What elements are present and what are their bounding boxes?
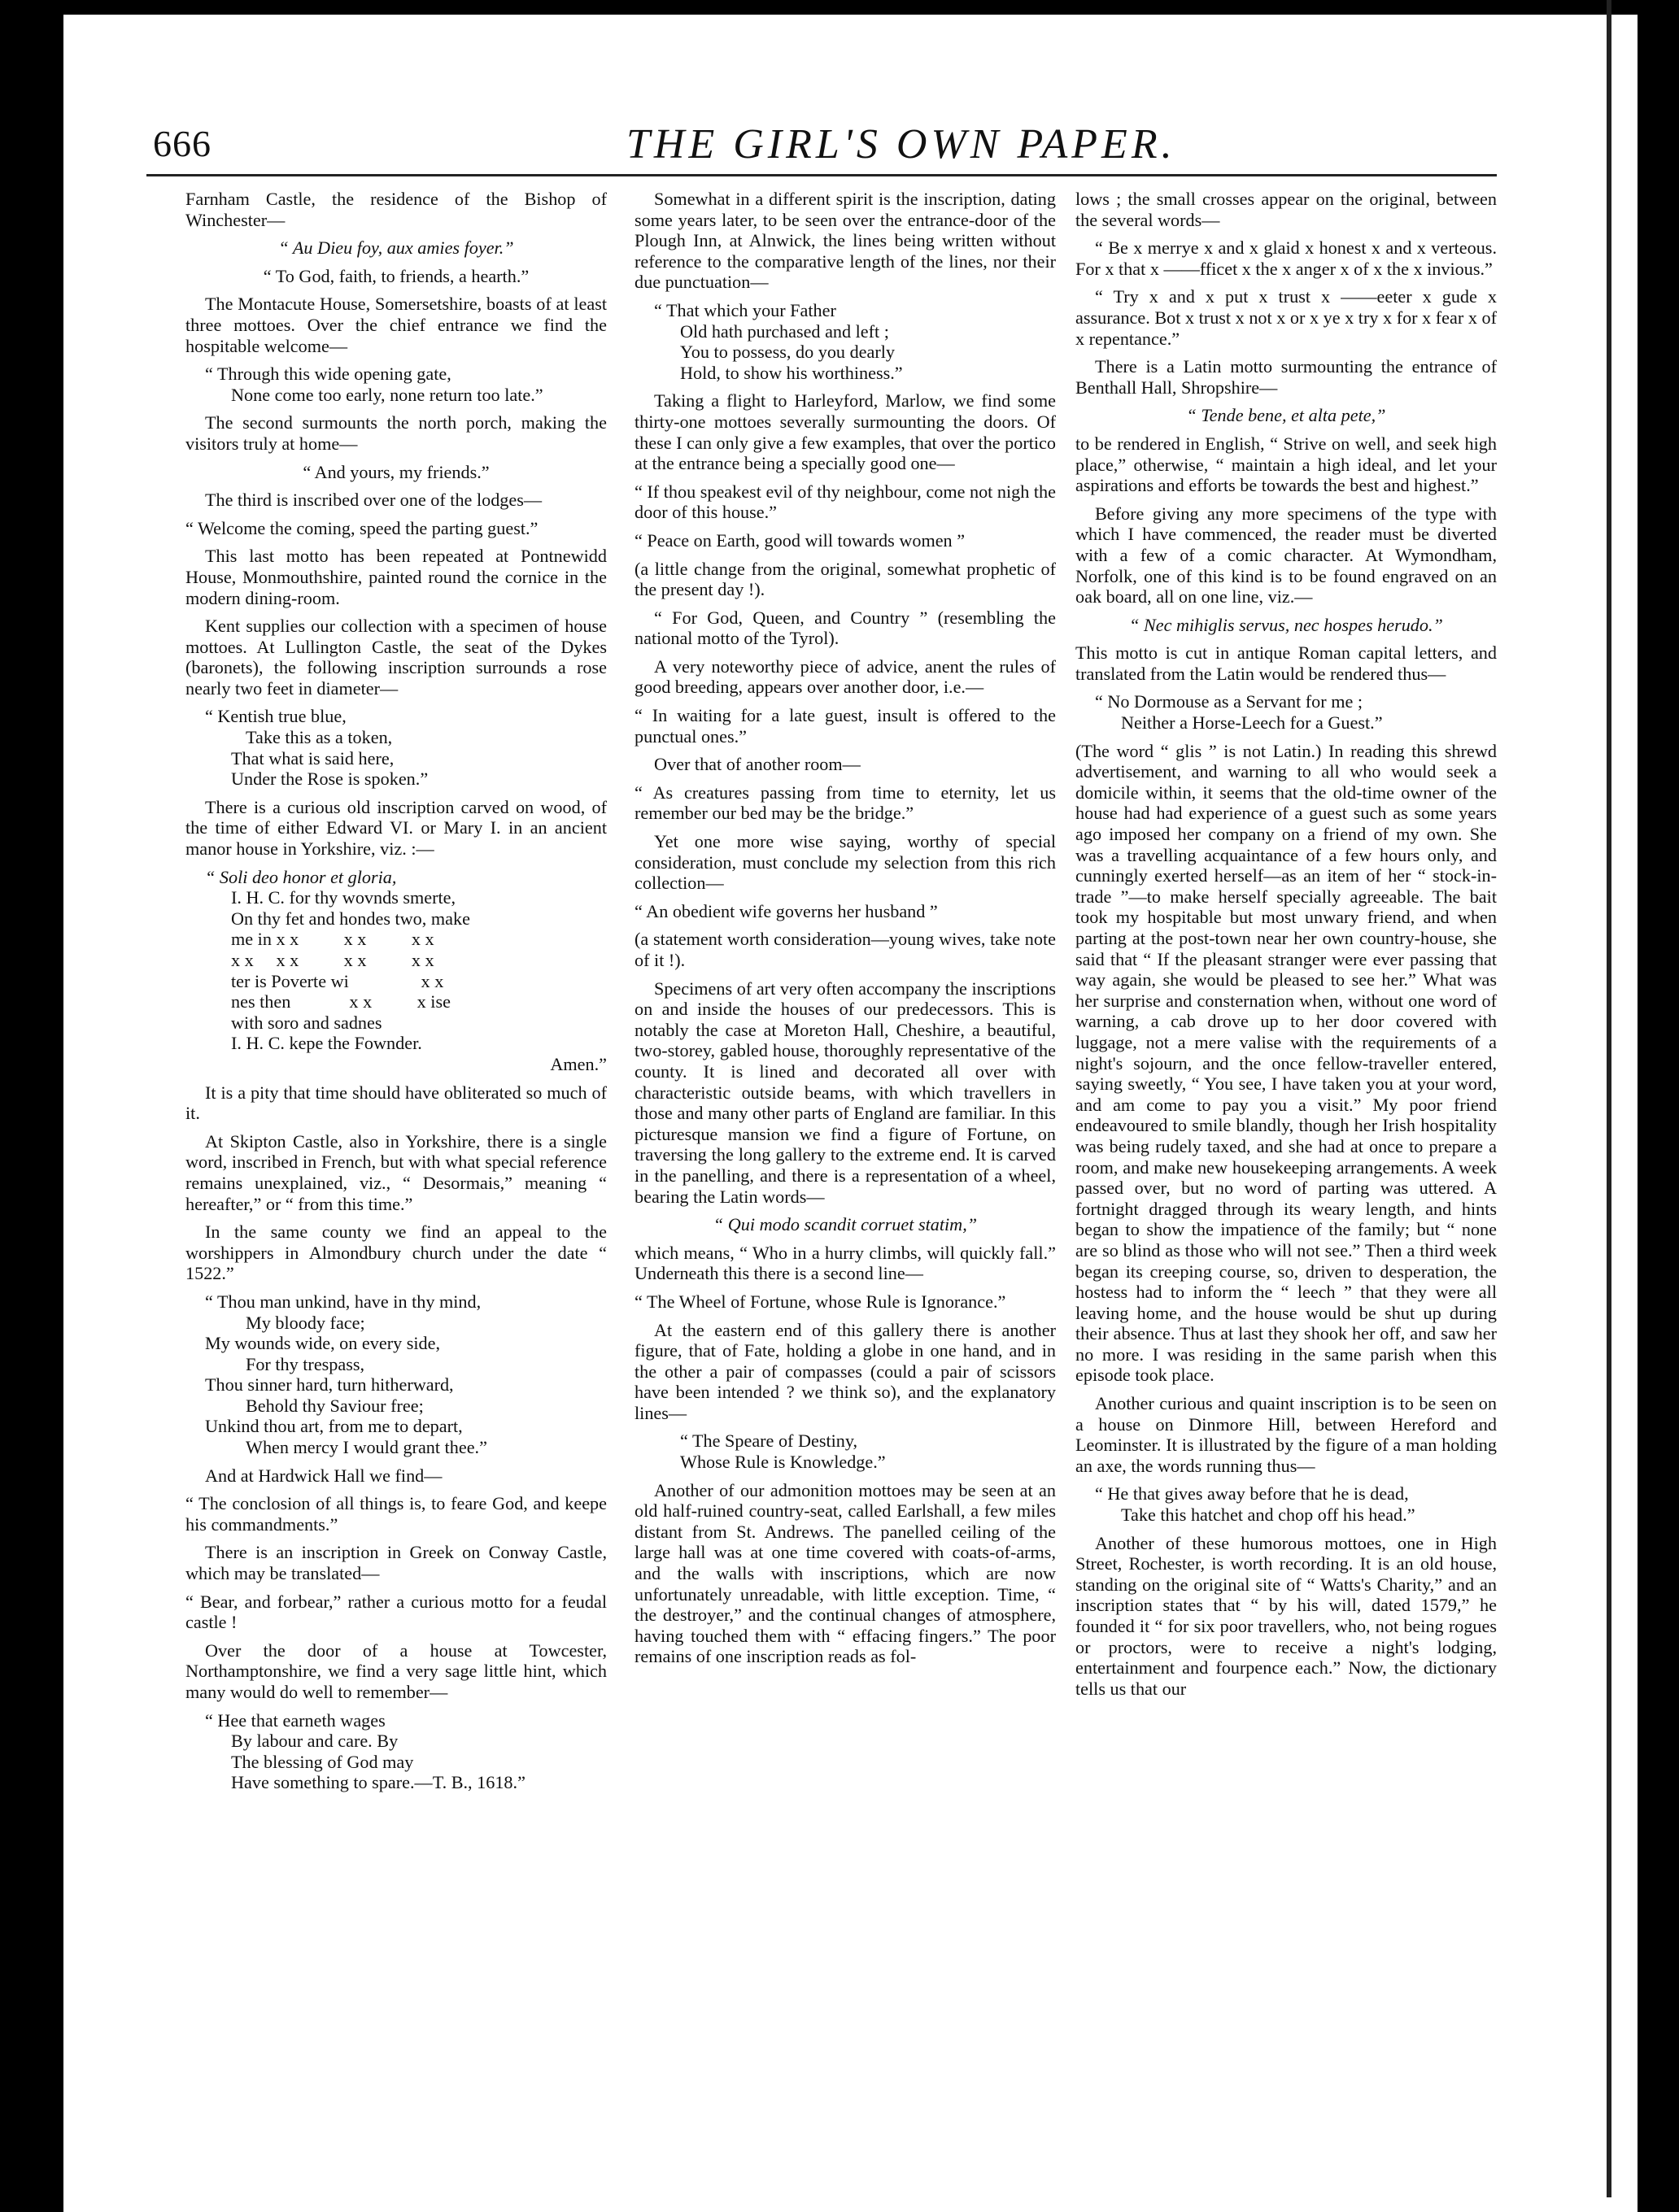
verse-line: x x x x x x x x: [231, 950, 434, 970]
paragraph: Another of these humorous mottoes, one in High Street, Rochester, is worth recording. It is an old house, standing on the original site of “ Watts's Charity,” and an inscription states that “ by his will, dated 1579,” he founded it “ for six poor travellers, who, not being rogues or proctors, were to receive a night's lodging, entertainment and fourpence each.” Now, the dictionary tells us that our: [1075, 1532, 1497, 1699]
binding-edge: [1607, 0, 1611, 2197]
verse-line: Take this as a token,: [246, 727, 393, 748]
verse-line: Have something to spare.—T. B., 1618.”: [231, 1772, 526, 1793]
column-2: [635, 189, 1056, 2173]
paragraph: It is a pity that time should have obliterated so much of it.: [185, 1082, 607, 1124]
paragraph: Over the door of a house at Towcester, Northamptonshire, we find a very sage little hint, which many would do well to remember—: [185, 1639, 607, 1702]
verse-line: You to possess, do you dearly: [680, 342, 896, 363]
verse-line: Hold, to show his worthiness.”: [680, 362, 903, 383]
paragraph: Somewhat in a different spirit is the inscription, dating some years later, to be seen over the entrance-door of the Plough Inn, at Alnwick, the lines being written without reference to the comparative length of the lines, nor their due punctuation—: [635, 189, 1056, 293]
verse-line: “ That which your Father: [654, 299, 836, 320]
paragraph: which means, “ Who in a hurry climbs, will quickly fall.” Underneath this there is a second line—: [635, 1242, 1056, 1284]
verse-line: My wounds wide, on every side,: [205, 1333, 441, 1354]
verse-block: [205, 867, 607, 1075]
paragraph: In the same county we find an appeal to the worshippers in Almondbury church under the date “ 1522.”: [185, 1221, 607, 1284]
verse-block: [654, 300, 1056, 383]
paragraph: Before giving any more specimens of the type with which I have commenced, the reader must be diverted with a few of a comic character. At Wymondham, Norfolk, one of this kind is to be found engraved on an oak board, all on one line, viz.—: [1075, 503, 1497, 607]
motto-line: “ Au Dieu foy, aux amies foyer.”: [278, 237, 514, 259]
page-number: 666: [153, 123, 212, 164]
verse-line: “ Thou man unkind, have in thy mind,: [205, 1291, 482, 1312]
paragraph: At Skipton Castle, also in Yorkshire, there is a single word, inscribed in French, but with what special reference remains unexplained, viz., “ Desormais,” meaning “ hereafter,” or “ from this time.”: [185, 1130, 607, 1214]
paragraph: “ To God, faith, to friends, a hearth.”: [263, 265, 530, 286]
scan-border-right: [1638, 0, 1679, 2212]
verse-line: None come too early, none return too late.”: [231, 384, 543, 405]
verse-line: “ Hee that earneth wages: [205, 1709, 386, 1731]
verse-line: “ Through this wide opening gate,: [205, 364, 451, 385]
paragraph: Another of our admonition mottoes may be seen at an old half-ruined country-seat, called Earlshall, a few miles distant from St. Andrews. The panelled ceiling of the large hall was at one time covered with coats-of-arms, and the walls with inscriptions, which are now unfortunately unreadable, with little exception. Time, “ the destroyer,” and the continual changes of atmosphere, having touched them with “ effacing fingers.” The poor remains of one inscription reads as fol-: [635, 1479, 1056, 1667]
paragraph: Another curious and quaint inscription is to be seen on a house on Dinmore Hill, between Hereford and Leominster. It is illustrated by the figure of a man holding an axe, the words running thus—: [1075, 1393, 1497, 1476]
scan-border-top: [0, 0, 1679, 15]
paragraph: The Montacute House, Somersetshire, boasts of at least three mottoes. Over the chief entrance we find the hospitable welcome—: [185, 294, 607, 356]
verse-block: [205, 364, 607, 405]
paragraph: “ Bear, and forbear,” rather a curious motto for a feudal castle !: [185, 1591, 607, 1633]
motto-line: “ Nec mihiglis servus, nec hospes herudo.”: [1129, 614, 1443, 635]
paragraph: The third is inscribed over one of the lodges—: [205, 490, 543, 511]
verse-line: On thy fet and hondes two, make: [231, 908, 470, 929]
verse-line: Whose Rule is Knowledge.”: [680, 1452, 886, 1473]
paragraph: “ The conclosion of all things is, to feare God, and keepe his commandments.”: [185, 1493, 607, 1535]
paragraph: (The word “ glis ” is not Latin.) In reading this shrewd advertisement, and warning to all who would seek a domicile within, it seems that the old-time owner of the house had had experience of a guest such as some years ago imposed her company on a friend of my own. She was a travelling acquaintance of a few hours only, and cunningly exerted herself—as an item of her “ stock-in-trade ”—to make herself specially agreeable. The bait took my hospitable but most unwary friend, and when parting at the post-town near her own country-house, she said that “ If the pleasant stranger were ever passing that way again, she would be pleased to see her.” What was her surprise and consternation when, without one word of warning, a cab drove up to her door covered with luggage, not a mere valise with the requirements of a night's sojourn, and the once fellow-traveller entered, saying sweetly, “ You see, I have taken you at your word, and am come to pay you a visit.” My poor friend endeavoured to smile blandly, though her Irish hospitality was being rudely taxed, and she had at once to prepare a room, and make new housekeeping arrangements. A week passed over, but no word of parting was uttered. A fortnight dragged through its weary length, and hints began to show the impatience of the family; but “ none are so blind as those who will not see.” Then a third week began its creeping course, so, driven to desperation, the hostess had to inform the “ leech ” that they were all leaving home, and the house would be shut up during their absence. Thus at last they shook her off, and saw her no more. I was residing in the same parish when this episode took place.: [1075, 740, 1497, 1386]
verse-line: Unkind thou art, from me to depart,: [205, 1416, 463, 1437]
paragraph: to be rendered in English, “ Strive on well, and seek high place,” otherwise, “ maintain a high ideal, and let your aspirations and efforts be towards the best and highest.”: [1075, 433, 1497, 496]
paragraph: A very noteworthy piece of advice, anent the rules of good breeding, appears over another door, i.e.—: [635, 655, 1056, 698]
verse-line: me in x x x x x x: [231, 929, 434, 950]
paragraph: Kent supplies our collection with a specimen of house mottoes. At Lullington Castle, the seat of the Dykes (baronets), the following inscription surrounds a rose nearly two feet in diameter—: [185, 616, 607, 699]
verse-line: ter is Poverte wi x x: [231, 970, 444, 991]
motto-line: “ Qui modo scandit corruet statim,”: [713, 1214, 978, 1235]
paragraph: (a little change from the original, somewhat prophetic of the present day !).: [635, 558, 1056, 600]
paragraph: “ An obedient wife governs her husband ”: [635, 900, 938, 921]
paragraph: Yet one more wise saying, worthy of special consideration, must conclude my selection from this rich collection—: [635, 831, 1056, 894]
paragraph: (a statement worth consideration—young wives, take note of it !).: [635, 929, 1056, 970]
verse-line: The blessing of God may: [231, 1751, 414, 1772]
running-title: THE GIRL'S OWN PAPER.: [626, 121, 1176, 168]
verse-line: “ He that gives away before that he is dead,: [1095, 1483, 1409, 1504]
verse-block: [205, 706, 607, 789]
verse-line: “ Kentish true blue,: [205, 706, 347, 727]
verse-line: Amen.”: [550, 1053, 607, 1074]
verse-line: Old hath purchased and left ;: [680, 320, 889, 342]
paragraph: There is a Latin motto surmounting the entrance of Benthall Hall, Shropshire—: [1075, 356, 1497, 398]
verse-line: Thou sinner hard, turn hitherward,: [205, 1374, 454, 1396]
paragraph: “ Try x and x put x trust x ——eeter x gude x assurance. Bot x trust x not x or x ye x try x for x fear x of x repentance.”: [1075, 286, 1497, 349]
verse-block: [205, 1291, 607, 1458]
paragraph: “ Welcome the coming, speed the parting guest.”: [185, 517, 539, 538]
verse-line: Neither a Horse-Leech for a Guest.”: [1121, 712, 1383, 734]
paragraph: “ As creatures passing from time to eternity, let us remember our bed may be the bridge.”: [635, 782, 1056, 824]
verse-block: [1095, 691, 1497, 733]
verse-line: “ Soli deo honor et gloria,: [205, 866, 397, 887]
paragraph: Taking a flight to Harleyford, Marlow, we find some thirty-one mottoes severally surmounting the doors. Of these I can only give a few examples, that over the portico at the entrance being a specially good one—: [635, 390, 1056, 474]
paragraph: “ And yours, my friends.”: [303, 461, 490, 482]
paragraph: “ Be x merrye x and x glaid x honest x and x verteous. For x that x ——fficet x the x anger x of x the x invious.”: [1075, 237, 1497, 279]
verse-line: I. H. C. for thy wovnds smerte,: [231, 887, 456, 908]
verse-line: By labour and care. By: [231, 1731, 399, 1752]
verse-line: “ The Speare of Destiny,: [680, 1430, 858, 1452]
paragraph: “ The Wheel of Fortune, whose Rule is Ignorance.”: [635, 1291, 1006, 1312]
verse-line: Under the Rose is spoken.”: [231, 769, 429, 790]
paragraph: “ In waiting for a late guest, insult is offered to the punctual ones.”: [635, 705, 1056, 747]
paragraph: “ If thou speakest evil of thy neighbour, come not nigh the door of this house.”: [635, 481, 1056, 523]
verse-line: nes then x x x ise: [231, 991, 451, 1012]
paragraph: There is an inscription in Greek on Conway Castle, which may be translated—: [185, 1542, 607, 1584]
paragraph: At the eastern end of this gallery there is another figure, that of Fate, holding a globe in one hand, and in the other a pair of compasses (could a pair of scissors have been intended ? we think so), and the explanatory lines—: [635, 1319, 1056, 1423]
verse-line: “ No Dormouse as a Servant for me ;: [1095, 691, 1363, 712]
verse-line: Take this hatchet and chop off his head.”: [1121, 1504, 1415, 1526]
column-3: [1075, 189, 1497, 2173]
verse-block: [654, 1430, 1056, 1472]
column-1: [185, 189, 607, 2173]
paragraph: “ For God, Queen, and Country ” (resembling the national motto of the Tyrol).: [635, 607, 1056, 649]
verse-line: Behold thy Saviour free;: [246, 1395, 424, 1416]
paragraph: Over that of another room—: [654, 754, 861, 775]
verse-line: with soro and sadnes: [231, 1012, 382, 1033]
paragraph: There is a curious old inscription carved on wood, of the time of either Edward VI. or Mary I. in an ancient manor house in Yorkshire, viz. :—: [185, 796, 607, 860]
paragraph: Farnham Castle, the residence of the Bishop of Winchester—: [185, 189, 607, 230]
verse-line: I. H. C. kepe the Fownder.: [231, 1033, 422, 1054]
verse-line: My bloody face;: [246, 1312, 365, 1333]
paragraph: “ Peace on Earth, good will towards women ”: [635, 529, 966, 551]
motto-line: “ Tende bene, et alta pete,”: [1186, 405, 1386, 426]
header-rule: [146, 174, 1497, 176]
paragraph: The second surmounts the north porch, making the visitors truly at home—: [185, 412, 607, 454]
verse-block: [1095, 1483, 1497, 1525]
paragraph: This motto is cut in antique Roman capital letters, and translated from the Latin would be rendered thus—: [1075, 642, 1497, 684]
verse-line: When mercy I would grant thee.”: [246, 1437, 487, 1458]
paragraph: This last motto has been repeated at Pontnewidd House, Monmouthshire, painted round the cornice in the modern dining-room.: [185, 546, 607, 608]
verse-line: For thy trespass,: [246, 1353, 365, 1374]
verse-line: That what is said here,: [231, 747, 395, 769]
paragraph: Specimens of art very often accompany the inscriptions on and inside the houses of our predecessors. This is notably the case at Moreton Hall, Cheshire, a beautiful, two-storey, gabled house, thoroughly representative of the county. It is lined and decorated all over with characteristic outside beams, with which travellers in those and many other parts of England are familiar. In this picturesque mansion we find a figure of Fortune, on traversing the long gallery to the extreme end. It is carved in the panelling, and there is a representation of a wheel, bearing the Latin words—: [635, 978, 1056, 1207]
paragraph: lows ; the small crosses appear on the original, between the several words—: [1075, 189, 1497, 230]
scan-border-left: [0, 0, 63, 2212]
paragraph: And at Hardwick Hall we find—: [205, 1465, 443, 1486]
verse-block: [205, 1710, 607, 1793]
